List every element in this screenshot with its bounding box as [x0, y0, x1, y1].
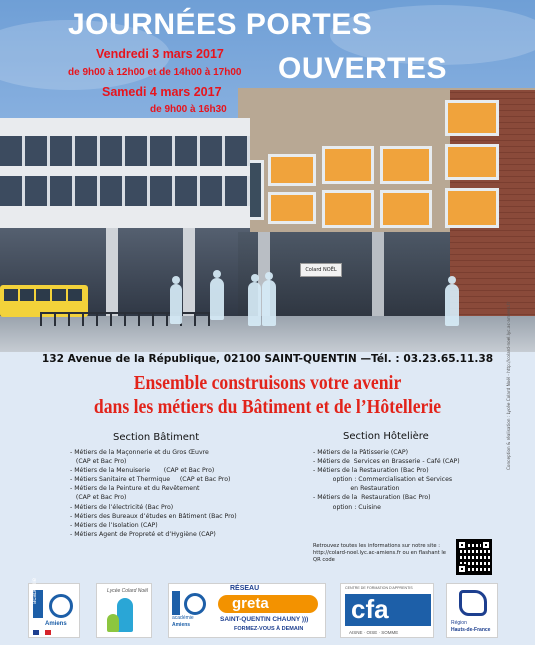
building-sign: Colard NOËL [300, 263, 342, 277]
title-line-2: OUVERTES [278, 52, 448, 85]
person-silhouette [445, 284, 459, 326]
list-item: en Restauration [313, 485, 400, 493]
list-item: - Métiers de la Menuiserie (CAP et Bac Pro) [70, 467, 215, 475]
section-batiment-list [70, 448, 237, 539]
school-address: 132 Avenue de la République, 02100 SAINT-QUENTIN —Tél. : 03.23.65.11.38 [41, 353, 494, 365]
list-item: - Métiers de la Peinture et du Revêtement [70, 485, 200, 493]
list-item: option : Cuisine [313, 503, 381, 511]
list-item: - Métiers de la Maçonnerie et du Gros Œuvre [70, 449, 209, 456]
person-silhouette [248, 282, 261, 326]
slogan-line-1: Ensemble construisons votre avenir [133, 372, 402, 394]
list-item: - Métiers de l’électricité (Bac Pro) [70, 503, 174, 511]
section-hotellerie-list [313, 448, 460, 512]
list-item: - Métiers Sanitaire et Thermique (CAP et Bac Pro) [70, 476, 231, 484]
hours-day-1: de 9h00 à 12h00 et de 14h00 à 17h00 [68, 67, 242, 78]
list-item: (CAP et Bac Pro) [70, 458, 127, 466]
greta-logo: RÉSEAU académie Amiens greta SAINT-QUENTIN CHAUNY ))) FORMEZ-VOUS À DEMAIN [168, 583, 326, 638]
slogan-line-2: dans les métiers du Bâtiment et de l’Hôtellerie [93, 396, 442, 418]
qr-code[interactable] [456, 539, 492, 575]
side-credit: Conception & réalisation : Lycée Colard Noël - http://colard-noel.lyc.ac-amiens.fr [506, 301, 511, 470]
website-info: Retrouvez toutes les informations sur notre site : http://colard-noel.lyc.ac-amiens.fr ou en flashant le QR code [313, 543, 446, 563]
list-item: - Métiers Agent de Propreté et d’Hygiène (CAP) [70, 530, 216, 538]
section-batiment-title: Section Bâtiment [113, 432, 200, 443]
academie-amiens-logo: académie Amiens [28, 583, 80, 638]
person-silhouette [170, 284, 182, 324]
list-item: - Métiers de la Pâtisserie (CAP) [313, 449, 409, 456]
list-item: - Métiers de la Restauration (Bac Pro) [313, 467, 429, 475]
date-day-2: Samedi 4 mars 2017 [102, 85, 222, 99]
hours-day-2: de 9h00 à 16h30 [150, 104, 227, 115]
region-hauts-de-france-logo: Région Hauts-de-France [446, 583, 498, 638]
list-item: option : Commercialisation et Services [313, 476, 453, 484]
date-day-1: Vendredi 3 mars 2017 [96, 47, 224, 61]
list-item: (CAP et Bac Pro) [70, 494, 127, 502]
person-silhouette [210, 278, 224, 320]
cfa-logo: CENTRE DE FORMATION D'APPRENTIS cfa AISNE · OISE · SOMME [340, 583, 434, 638]
person-silhouette [262, 280, 276, 326]
list-item: - Métiers de Services en Brasserie - Café (CAP) [313, 458, 460, 466]
lycee-colard-noel-logo: Lycée Colard Noël [96, 583, 152, 638]
title-line-1: JOURNÉES PORTES [68, 8, 373, 41]
list-item: - Métiers des Bureaux d’études en Bâtiment (Bac Pro) [70, 512, 237, 520]
list-item: - Métiers de la Restauration (Bac Pro) [313, 494, 431, 502]
section-hotellerie-title: Section Hôtelière [343, 431, 429, 442]
list-item: - Métiers de l’Isolation (CAP) [70, 521, 158, 529]
fence [40, 312, 220, 326]
